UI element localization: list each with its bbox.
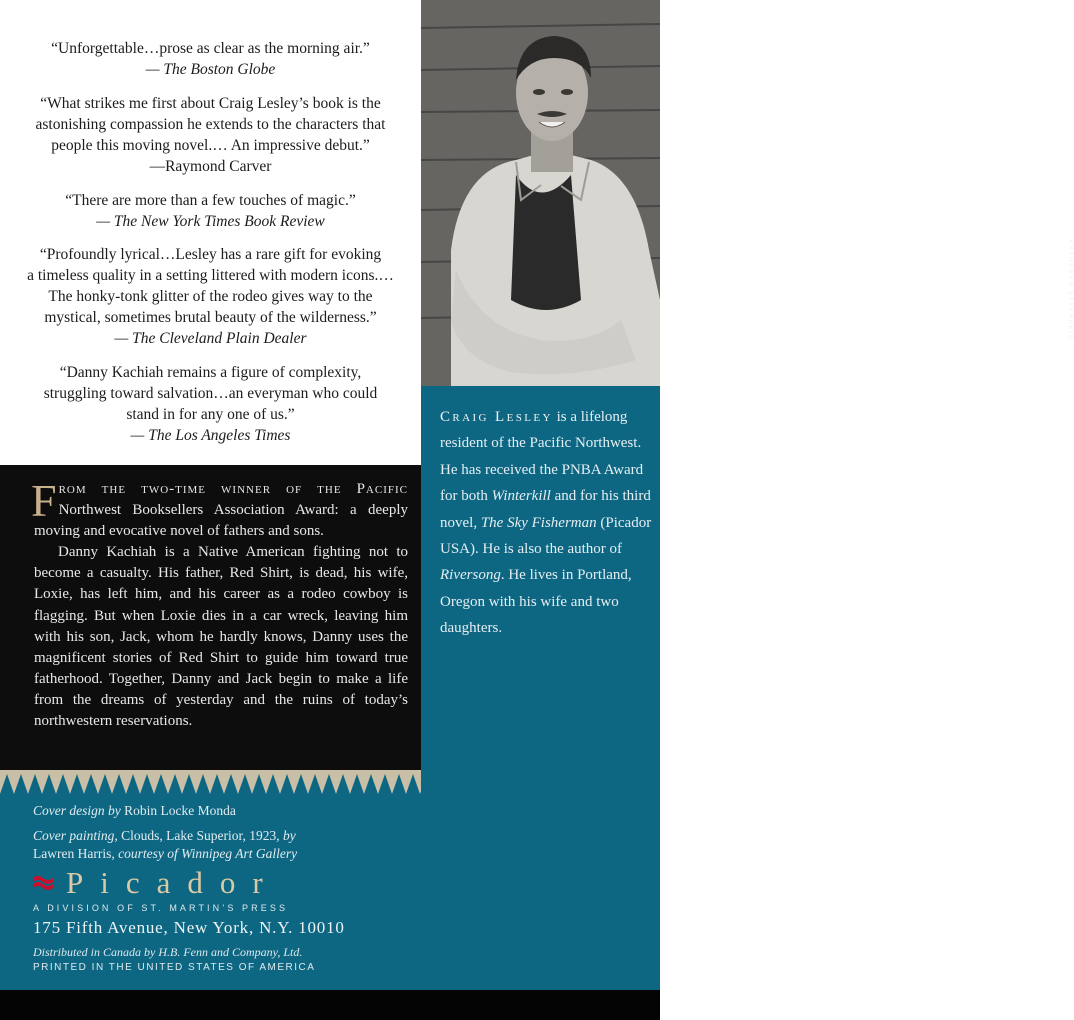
quote-boston-globe — [0, 38, 421, 80]
author-name: Craig Lesley — [440, 409, 553, 425]
quote-attribution: —Raymond Carver — [149, 158, 272, 175]
printed-in-note: PRINTED IN THE UNITED STATES OF AMERICA — [33, 962, 316, 973]
publisher-division: A DIVISION OF ST. MARTIN’S PRESS — [33, 903, 289, 913]
quote-line: The honky-tonk glitter of the rodeo gives way to the — [48, 288, 373, 305]
painting-courtesy: courtesy of Winnipeg Art Gallery — [118, 846, 298, 861]
quote-la-times — [0, 362, 421, 446]
quote-text: “There are more than a few touches of magic.” — [65, 192, 356, 209]
description-paragraph: Danny Kachiah is a Native American fighting not to become a casualty. His father, Red Shirt, is dead, his wife, Loxie, has left him, and his career as a rodeo cowboy is flagging. But when Loxie dies in a car wreck, leaving him with his son, Jack, whom he hardly knows, Danny uses the magnificent stories of Red Shirt to guide him toward true fatherhood. Together, Danny and Jack begin to make a life from the dreams of yesterday and the ruins of today’s northwestern reservations. — [34, 544, 408, 730]
quote-line: “Danny Kachiah remains a figure of complexity, — [59, 364, 362, 381]
quote-attribution: — The Boston Globe — [145, 61, 276, 78]
book-description-panel — [0, 465, 421, 770]
publisher-address: 175 Fifth Avenue, New York, N.Y. 10010 — [33, 918, 345, 937]
description-text: Northwest Booksellers Association Award: a deeply moving and evocative novel of fathers and sons. — [34, 502, 408, 540]
quote-nyt-book-review — [0, 190, 421, 232]
painting-title: Clouds, Lake Superior, 1923, — [121, 828, 280, 843]
description-lead: rom the two-time winner of the Pacific — [58, 481, 408, 497]
quote-line: struggling toward salvation…an everyman who could — [43, 385, 378, 402]
credit-label: Cover painting, — [33, 828, 118, 843]
cover-painting-credit — [33, 827, 297, 863]
author-photo — [421, 0, 1074, 386]
credit-name: Robin Locke Monda — [124, 803, 236, 818]
quote-line: astonishing compassion he extends to the characters that — [35, 116, 386, 133]
quote-line: people this moving novel.… An impressive debut.” — [51, 137, 370, 154]
bio-text: is a lifelong resident of the Pacific Northwest. He has received the PNBA Award for both — [440, 409, 644, 505]
bottom-black-strip — [0, 990, 660, 1020]
cover-design-credit — [33, 802, 236, 820]
quote-attribution: — The Los Angeles Times — [130, 427, 291, 444]
review-quotes-panel — [0, 0, 421, 465]
picador-logo-icon — [32, 874, 54, 892]
quote-cleveland-plain-dealer — [0, 244, 421, 349]
book-title: The Sky Fisherman — [480, 514, 597, 531]
painting-artist: Lawren Harris, — [33, 846, 115, 861]
bio-text: and for his third novel, — [440, 488, 651, 531]
quote-line: mystical, sometimes brutal beauty of the wilderness.” — [44, 309, 377, 326]
author-bio-panel — [421, 386, 660, 990]
publisher-name: Picador — [66, 865, 280, 900]
distribution-note: Distributed in Canada by H.B. Fenn and Company, Ltd. — [33, 945, 303, 959]
photo-credit: KATHERYN STAVRAKIS — [1067, 240, 1074, 341]
quote-text: “Unforgettable…prose as clear as the morning air.” — [51, 40, 370, 57]
quote-line: “What strikes me first about Craig Lesley’s book is the — [40, 95, 381, 112]
decorative-zigzag-band — [0, 770, 421, 794]
credit-label: by — [282, 828, 296, 843]
quote-attribution: — The New York Times Book Review — [96, 213, 325, 230]
book-title: Winterkill — [491, 488, 551, 505]
book-title: Riversong — [440, 567, 501, 584]
credit-label: Cover design by — [33, 803, 121, 818]
author-portrait-image — [421, 0, 660, 386]
quote-line: a timeless quality in a setting littered with modern icons.… — [27, 267, 394, 284]
credits-publisher-panel — [0, 794, 421, 990]
quote-attribution: — The Cleveland Plain Dealer — [114, 330, 307, 347]
quote-line: stand in for any one of us.” — [126, 406, 295, 423]
bio-text: . He lives in Portland, Oregon with his wife and two daughters. — [440, 567, 632, 637]
quote-raymond-carver — [0, 93, 421, 177]
author-bio — [440, 404, 654, 642]
zigzag-pattern — [0, 770, 421, 794]
book-description — [31, 475, 408, 732]
quote-line: “Profoundly lyrical…Lesley has a rare gift for evoking — [39, 246, 382, 263]
drop-cap: F — [31, 475, 57, 526]
bio-text: (Picador USA). He is also the author of — [440, 514, 652, 558]
